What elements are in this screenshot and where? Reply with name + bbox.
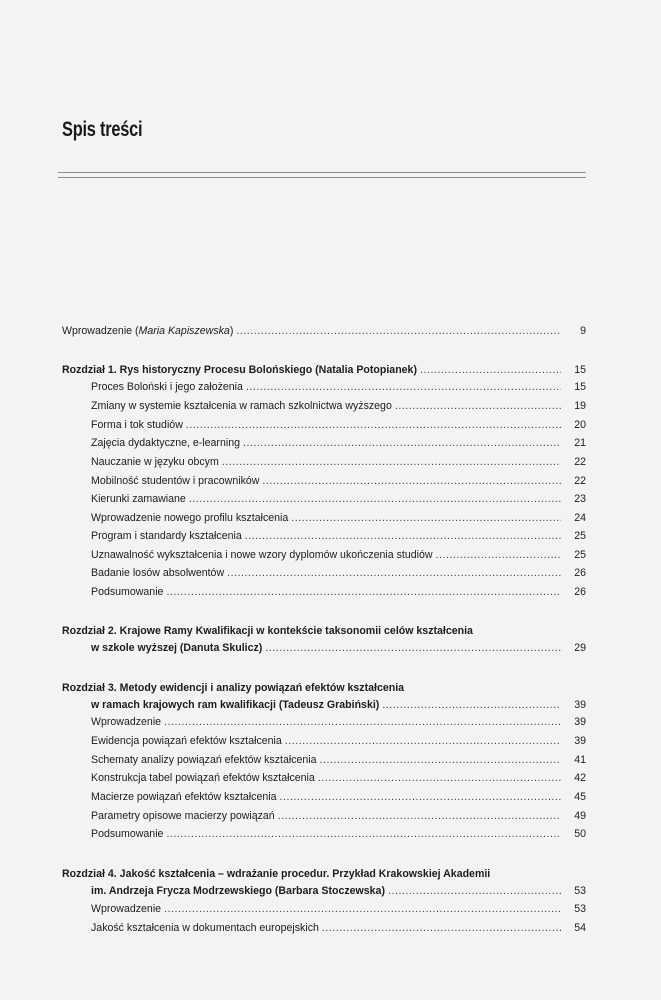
toc-chapter-1[interactable] [62,364,586,377]
page-number: 22 [574,456,586,468]
page-number: 19 [574,400,586,412]
toc-entry[interactable] [91,381,586,394]
toc-entry-label: Podsumowanie [91,828,164,840]
page-number: 15 [574,381,586,393]
author-name: Maria Kapiszewska [138,325,230,337]
page-number: 39 [574,735,586,747]
leader-dots [164,903,561,916]
leader-dots [186,419,561,432]
toc-entry-label: Forma i tok studiów [91,419,183,431]
toc-entry-label: Nauczanie w języku obcym [91,456,219,468]
chapter-3-heading-line-1: Rozdział 3. Metody ewidencji i analizy powiązań efektów kształcenia [62,682,405,694]
chapter-heading: im. Andrzeja Frycza Modrzewskiego (Barbara Stoczewska) [91,885,385,897]
leader-dots [278,810,561,823]
toc-entry[interactable] [91,586,586,599]
toc-entry[interactable] [91,512,586,525]
toc-entry[interactable] [91,772,586,785]
chapter-heading: w ramach krajowych ram kwalifikacji (Tadeusz Grabiński) [91,699,380,711]
toc-entry[interactable] [91,828,586,841]
toc-entry-label: Zajęcia dydaktyczne, e-learning [91,437,240,449]
toc-chapter-2[interactable] [91,642,586,655]
page-number: 21 [574,437,586,449]
leader-dots [388,885,561,898]
page-number: 54 [574,922,586,934]
page-number: 39 [574,716,586,728]
toc-entry[interactable] [91,530,586,543]
page-number: 25 [574,530,586,542]
page-number: 50 [574,828,586,840]
leader-dots [222,456,561,469]
leader-dots [166,828,561,841]
page-number: 26 [574,586,586,598]
leader-dots [245,530,561,543]
leader-dots [166,586,561,599]
chapter-heading: Rozdział 1. Rys historyczny Procesu Bolońskiego (Natalia Potopianek) [62,364,417,376]
page-number: 29 [574,642,586,654]
toc-entry[interactable] [91,791,586,804]
page-title: Spis treści [62,118,143,141]
page-number: 39 [574,699,586,711]
toc-entry[interactable] [91,419,586,432]
leader-dots [236,325,561,338]
toc-entry-label: Podsumowanie [91,586,164,598]
page-number: 53 [574,903,586,915]
page-number: 24 [574,512,586,524]
toc-entry-label: Mobilność studentów i pracowników [91,475,260,487]
leader-dots [436,549,561,562]
toc-entry[interactable] [91,475,586,488]
toc-entry[interactable] [91,735,586,748]
toc-entry[interactable] [91,400,586,413]
leader-dots [395,400,561,413]
leader-dots [262,475,561,488]
toc-entry[interactable] [91,549,586,562]
toc-entry-label: Badanie losów absolwentów [91,567,225,579]
leader-dots [246,381,561,394]
page-number: 42 [574,772,586,784]
leader-dots [291,512,561,525]
toc-entry-label: Wprowadzenie [91,903,162,915]
toc-entry[interactable] [91,493,586,506]
toc-entry-label: Proces Boloński i jego założenia [91,381,243,393]
toc-entry[interactable] [91,754,586,767]
toc-entry[interactable] [91,903,586,916]
leader-dots [265,642,561,655]
toc-entry-label: Wprowadzenie (Maria Kapiszewska) [62,325,234,337]
toc-entry-label: Schematy analizy powiązań efektów kształcenia [91,754,317,766]
toc-entry-label: Wprowadzenie [91,716,162,728]
toc-chapter-4[interactable] [91,885,586,898]
toc-entry-label: Zmiany w systemie kształcenia w ramach szkolnictwa wyższego [91,400,392,412]
toc-entry[interactable] [91,456,586,469]
title-divider [58,172,586,178]
chapter-4-heading-line-1: Rozdział 4. Jakość kształcenia – wdrażanie procedur. Przykład Krakowskiej Akademii [62,868,491,880]
page-number: 25 [574,549,586,561]
leader-dots [164,716,561,729]
page-number: 45 [574,791,586,803]
page-number: 23 [574,493,586,505]
toc-entry-label: Jakość kształcenia w dokumentach europejskich [91,922,319,934]
leader-dots [227,567,561,580]
page-number: 53 [574,885,586,897]
toc-entry[interactable] [91,922,586,935]
toc-entry[interactable] [91,567,586,580]
chapter-2-heading-line-1: Rozdział 2. Krajowe Ramy Kwalifikacji w kontekście taksonomii celów kształcenia [62,625,473,637]
toc-entry-label: Macierze powiązań efektów kształcenia [91,791,277,803]
leader-dots [189,493,561,506]
toc-entry-label: Kierunki zamawiane [91,493,186,505]
page-number: 20 [574,419,586,431]
page-number: 49 [574,810,586,822]
page-number: 9 [580,325,586,337]
toc-entry-label: Wprowadzenie nowego profilu kształcenia [91,512,289,524]
leader-dots [420,364,561,377]
toc-entry-label: Uznawalność wykształcenia i nowe wzory dyplomów ukończenia studiów [91,549,433,561]
toc-entry-label: Program i standardy kształcenia [91,530,242,542]
toc-entry-label: Parametry opisowe macierzy powiązań [91,810,275,822]
leader-dots [279,791,561,804]
leader-dots [243,437,561,450]
leader-dots [285,735,561,748]
page-number: 41 [574,754,586,766]
toc-entry[interactable] [91,437,586,450]
toc-entry[interactable] [91,810,586,823]
leader-dots [318,772,561,785]
leader-dots [320,754,561,767]
toc-entry-label: Ewidencja powiązań efektów kształcenia [91,735,282,747]
toc-entry-introduction[interactable] [62,325,586,338]
toc-entry-label: Konstrukcja tabel powiązań efektów kształcenia [91,772,315,784]
page-number: 22 [574,475,586,487]
page-number: 15 [574,364,586,376]
leader-dots [322,922,561,935]
toc-entry[interactable] [91,716,586,729]
chapter-heading: w szkole wyższej (Danuta Skulicz) [91,642,263,654]
leader-dots [382,699,561,712]
toc-chapter-3[interactable] [91,699,586,712]
page-number: 26 [574,567,586,579]
